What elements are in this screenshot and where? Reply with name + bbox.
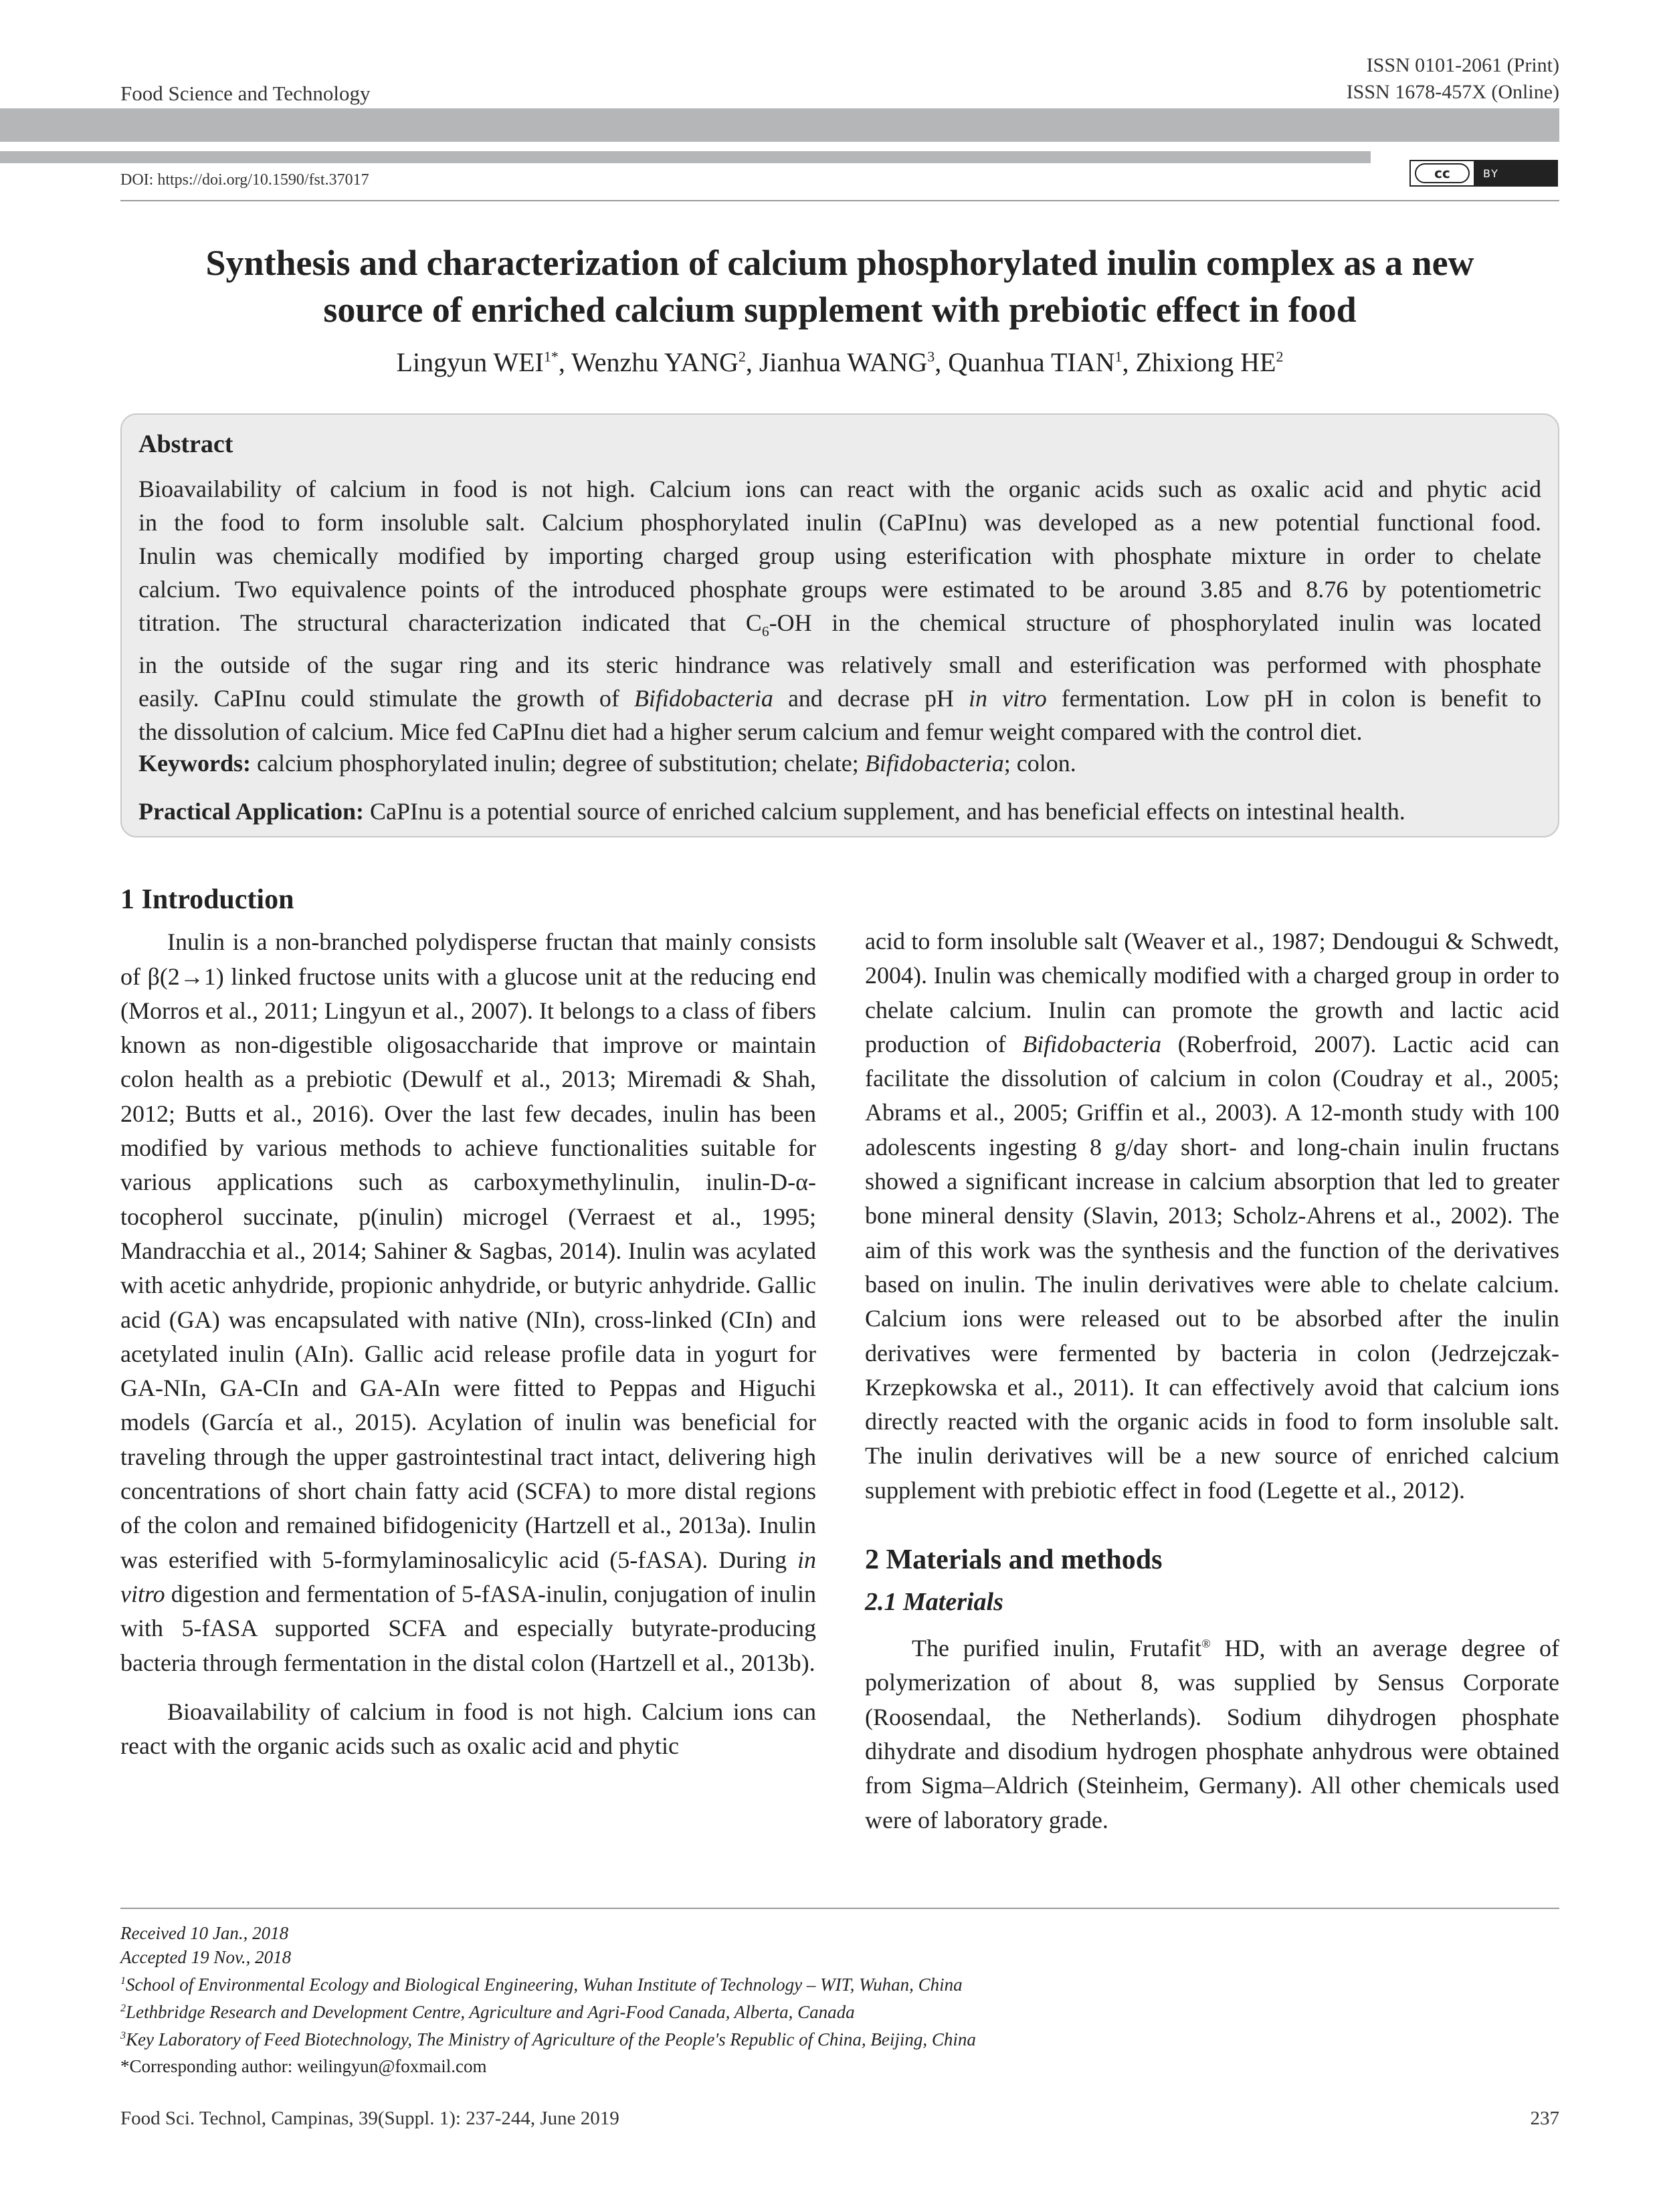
abstract-italic: in vitro: [969, 685, 1047, 712]
abstract-line: in the food to form insoluble salt. Calcium phosphorylated inulin (CaPInu) was developed as a new potential functional food.: [138, 509, 1541, 536]
author-name: Wenzhu YANG: [571, 347, 739, 377]
affiliation-marker: 3: [120, 2030, 126, 2041]
abstract-line: Bioavailability of calcium in food is not high. Calcium ions can react with the organic acids such as oxalic acid and phytic acid: [138, 476, 1541, 502]
header-divider: [120, 200, 1559, 201]
intro-p1-text-end: digestion and fermentation of 5-fASA-inulin, conjugation of inulin with 5-fASA supported SCFA and especially butyrate-producing bacteria through fermentation in the distal colon (Hartzell et al., 2013b).: [120, 1580, 816, 1676]
abstract-line-5-post: -OH in the chemical structure of phosphorylated inulin was located: [769, 609, 1542, 636]
title-line-1: Synthesis and characterization of calcium phosphorylated inulin complex as a new: [205, 243, 1474, 283]
footer-citation: Food Sci. Technol, Campinas, 39(Suppl. 1): 237-244, June 2019: [120, 2108, 619, 2129]
intro-p1-italic: in vitro: [120, 1546, 816, 1607]
received-date: Received 10 Jan., 2018: [120, 1923, 289, 1943]
abstract-line-7-post: fermentation. Low pH in colon is benefit to: [1046, 685, 1541, 712]
intro-p3-text-end: (Roberfroid, 2007). Lactic acid can facilitate the dissolution of calcium in colon (Coudray et al., 2005; Abrams et al., 2005; Griffin et al., 2003). A 12-month study with 100 adolescents ingesting 8 g/day short- and long-chain inulin fructans showed a significant increase in calcium absorption that led to greater bone mineral density (Slavin, 2013; Scholz-Ahrens et al., 2002). The aim of this work was the synthesis and the function of the derivatives based on inulin. The inulin derivatives were able to chelate calcium. Calcium ions were released out to be absorbed after the inulin derivatives were fermented by bacteria in colon (Jedrzejczak-Krzepkowska et al., 2011). It can effectively avoid that calcium ions directly reacted with the organic acids in food to form insoluble salt. The inulin derivatives will be a new source of enriched calcium supplement with prebiotic effect in food (Legette et al., 2012).: [865, 1030, 1559, 1504]
materials-text: The purified inulin, Frutafit: [912, 1635, 1202, 1662]
abstract-line: [138, 682, 1541, 715]
keywords-text-end: ; colon.: [1003, 750, 1076, 777]
issn-print: ISSN 0101-2061 (Print): [1366, 54, 1559, 76]
keywords-italic: Bifidobacteria: [864, 750, 1004, 777]
intro-paragraph-3: [865, 924, 1559, 1508]
affiliation-text: Lethbridge Research and Development Centre, Agriculture and Agri-Food Canada, Alberta, Canada: [126, 2002, 855, 2022]
author-affiliation: 3: [927, 348, 935, 365]
affiliation-marker: 1: [120, 1975, 126, 1987]
accepted-date: Accepted 19 Nov., 2018: [120, 1947, 292, 1967]
section-heading-methods: 2 Materials and methods: [865, 1544, 1163, 1576]
header-bar: [0, 108, 1559, 142]
author-name: Zhixiong HE: [1135, 347, 1276, 377]
keywords-label: Keywords:: [138, 750, 251, 777]
practical-label: Practical Application:: [138, 798, 364, 825]
corresponding-author: *Corresponding author: weilingyun@foxmail.com: [120, 2056, 487, 2076]
affiliation-3: [120, 2024, 976, 2051]
abstract-heading: Abstract: [138, 430, 233, 458]
affiliation-2: [120, 1997, 976, 2024]
footnotes: [120, 1921, 976, 2078]
author-name: Quanhua TIAN: [948, 347, 1115, 377]
registered-mark: ®: [1201, 1637, 1211, 1651]
cc-icon: cc: [1415, 163, 1470, 183]
abstract-line-7-mid: and decrase pH: [773, 685, 969, 712]
issn-online: ISSN 1678-457X (Online): [1346, 81, 1559, 103]
subsection-heading-materials: 2.1 Materials: [865, 1588, 1003, 1617]
doi-link[interactable]: DOI: https://doi.org/10.1590/fst.37017: [120, 171, 369, 189]
article-title: [120, 239, 1559, 333]
abstract-subscript: 6: [761, 623, 769, 640]
issn-block: [1347, 52, 1559, 106]
intro-paragraph-1: [120, 925, 816, 1680]
intro-p1-text: Inulin is a non-branched polydisperse fructan that mainly consists of β(2→1) linked fructose units with a glucose unit at the reducing end (Morros et al., 2011; Lingyun et al., 2007). It belongs to a class of fibers known as non-digestible oligosaccharide that improve or maintain colon health as a prebiotic (Dewulf et al., 2013; Miremadi & Shah, 2012; Butts et al., 2016). Over the last few decades, inulin has been modified by various methods to achieve functionalities suitable for various applications such as carboxymethylinulin, inulin-D-α-tocopherol succinate, p(inulin) microgel (Verraest et al., 1995; Mandracchia et al., 2014; Sahiner & Sagbas, 2014). Inulin was acylated with acetic anhydride, propionic anhydride, or butyric anhydride. Gallic acid (GA) was encapsulated with native (NIn), cross-linked (CIn) and acetylated inulin (AIn). Gallic acid release profile data in yogurt for GA-NIn, GA-CIn and GA-AIn were fitted to Peppas and Higuchi models (García et al., 2015). Acylation of inulin was beneficial for traveling through the upper gastrointestinal tract intact, delivering high concentrations of short chain fatty acid (SCFA) to more distal regions of the colon and remained bifidogenicity (Hartzell et al., 2013a). Inulin was esterified with 5-formylaminosalicylic acid (5-fASA). During: [120, 928, 816, 1573]
title-line-2: source of enriched calcium supplement with prebiotic effect in food: [323, 290, 1357, 330]
section-heading-introduction: 1 Introduction: [120, 884, 294, 915]
author-list: Lingyun $WEI^{1*}$, Wenzhu YANG$^2$, Jianhua WANG$^3$, Quanhua TIAN$^1$, Zhixiong $HE^2$: [396, 347, 1284, 377]
journal-name: Food Science and Technology: [120, 82, 371, 105]
abstract-italic: Bifidobacteria: [633, 685, 773, 712]
abstract-line-7-pre: easily. CaPInu could stimulate the growth of: [138, 685, 634, 712]
materials-text-end: HD, with an average degree of polymerization of about 8, was supplied by Sensus Corporate (Roosendaal, the Netherlands). Sodium dihydrogen phosphate dihydrate and disodium hydrogen phosphate anhydrous were obtained from Sigma–Aldrich (Steinheim, Germany). All other chemicals used were of laboratory grade.: [865, 1635, 1559, 1833]
author-name: Lingyun WEI: [396, 347, 544, 377]
author-affiliation: 1: [1114, 348, 1123, 365]
header-bar-thin: [0, 151, 1371, 163]
abstract-line: in the outside of the sugar ring and its steric hindrance was relatively small and esterification was performed with phosphate: [138, 651, 1541, 679]
practical-application: [138, 795, 1541, 828]
affiliation-text: Key Laboratory of Feed Biotechnology, The Ministry of Agriculture of the People's Republic of China, Beijing, China: [126, 2029, 976, 2049]
affiliation-text: School of Environmental Ecology and Biological Engineering, Wuhan Institute of Technology – WIT, Wuhan, China: [126, 1975, 963, 1995]
materials-paragraph: [865, 1627, 1559, 1837]
abstract-line: the dissolution of calcium. Mice fed CaPInu diet had a higher serum calcium and femur weight compared with the control diet.: [138, 718, 1363, 746]
footnote-divider: [120, 1908, 1559, 1909]
by-label: BY: [1474, 161, 1557, 185]
intro-p3-italic: Bifidobacteria: [1022, 1030, 1162, 1058]
abstract-line-5-pre: titration. The structural characterization indicated that C: [138, 609, 762, 636]
abstract-line: [138, 606, 1541, 648]
column-left: [120, 884, 816, 1763]
practical-text: CaPInu is a potential source of enriched calcium supplement, and has beneficial effects on intestinal health.: [363, 798, 1405, 825]
affiliation-marker: 2: [120, 2003, 126, 2014]
keywords: [138, 746, 1541, 780]
abstract-line: Inulin was chemically modified by importing charged group using esterification with phosphate mixture in order to chelate: [138, 542, 1541, 569]
author-affiliation: 1*: [543, 348, 559, 365]
cc-by-license-badge[interactable]: [1409, 160, 1558, 187]
intro-paragraph-2: Bioavailability of calcium in food is not high. Calcium ions can react with the organic acids such as oxalic acid and phytic: [120, 1698, 816, 1760]
intro-p3-text: acid to form insoluble salt (Weaver et al., 1987; Dendougui & Schwedt, 2004). Inulin was chemically modified with a charged group in order to chelate calcium. Inulin can promote the growth and lactic acid production of: [865, 928, 1559, 1058]
page-number: 237: [1530, 2108, 1559, 2129]
keywords-text: calcium phosphorylated inulin; degree of substitution; chelate;: [250, 750, 865, 777]
author-affiliation: 2: [1276, 348, 1284, 365]
affiliation-1: [120, 1969, 976, 1997]
author-affiliation: 2: [738, 348, 746, 365]
abstract-text: [138, 472, 1541, 748]
abstract-line: calcium. Two equivalence points of the introduced phosphate groups were estimated to be around 3.85 and 8.76 by potentiometric: [138, 576, 1541, 603]
column-right: [865, 924, 1559, 1837]
author-name: Jianhua WANG: [759, 347, 928, 377]
